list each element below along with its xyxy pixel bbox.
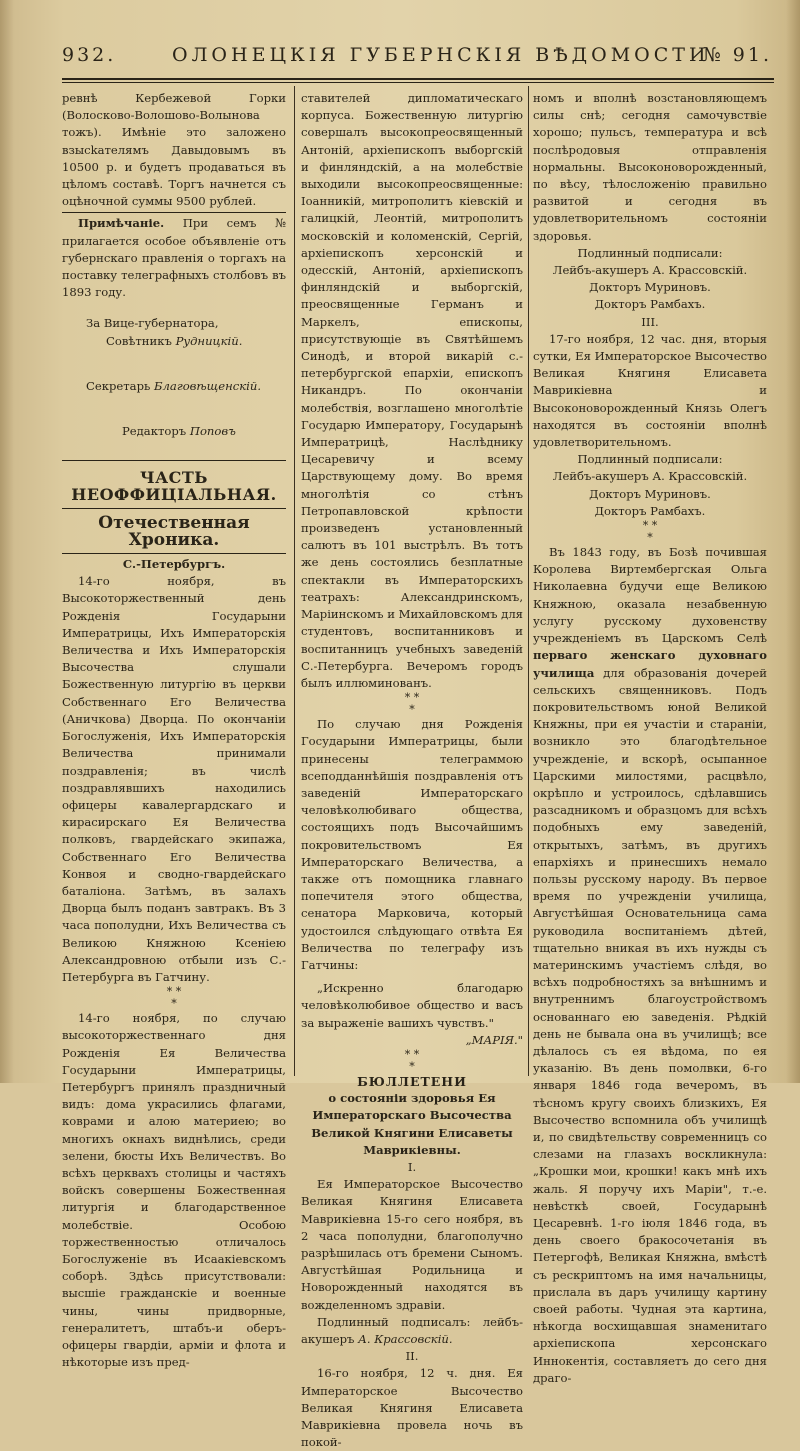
bulletin-signature: Подлинный подписалъ: лейбъ-акушеръ А. Крассовскій. [301,1314,523,1347]
issue-number: № 91. [702,44,772,66]
bulletin-text: Ея Императорское Высочество Великая Княгиня Елисавета Маврикіевна 15-го сего ноября, въ 2 часа пополудни, благополучно разрѣшилась отъ бремени Сыномъ. Августѣйшая Родильница и Новорожденный находятся въ вожделенномъ здравіи. [301,1177,523,1312]
bulletins-subtitle: о состояніи здоровья Ея Императорскаго Высочества Великой Княгини Елисаветы Маврикіевны. [311,1091,513,1157]
page-edge-shadow-left [0,0,14,1083]
chronicle-title: Отечественная Хроника. [98,512,250,550]
note-paragraph [62,215,286,301]
page-header [62,44,772,72]
column-3 [533,90,767,1385]
column-2 [301,90,523,1450]
signature-editor: Редакторъ Поповъ [122,424,236,439]
article-paragraph: 14-го ноября, по случаю высокоторжественнаго дня Рожденія Ея Величества Государыни Императрицы, Петербургъ принялъ праздничный видъ: дома украсились флагами, коврами и алою материею; во многихъ окнахъ виднѣлись, среди зелени, бюсты Ихъ Величествъ. Во всѣхъ церквахъ столицы и частяхъ войскъ совершены Божественная литургія и благодарственное молебствіе. Особою торжественностью отличалось Богослуженіе въ Исаакіевскомъ соборѣ. Здѣсь присутствовали: высшіе гражданскіе и военные чины, чины придворные, генералитетъ, штабъ-и оберъ-офицеры гвардіи, арміи и флота и нѣкоторые изъ пред- [62,1011,286,1370]
signature-line: Докторъ Рамбахъ. [594,297,706,312]
school-name: перваго женскаго духовнаго училища [533,648,767,680]
column-divider [528,86,529,1076]
page-number: 932. [62,44,117,66]
page-edge-shadow-right [786,0,800,1083]
signatures-label: Подлинный подписали: [577,452,723,467]
newspaper-title: ОЛОНЕЦКІЯ ГУБЕРНСКІЯ ВѢДОМОСТИ. [172,44,720,66]
note-label: Примѣчаніе. [78,216,165,231]
signature-secretary: Секретарь Благовѣщенскій. [86,378,262,393]
header-rule-thin [62,82,774,83]
telegram-quote: „Искренно благодарю человѣколюбивое общество и васъ за выраженіе вашихъ чувствъ." [301,981,523,1030]
telegram-signature: „МАРІЯ." [465,1032,523,1047]
auction-paragraph: ревнѣ Кербежевой Горки (Волосково-Волошово-Волынова тожъ). Имѣніе это заложено взысkателямъ Давыдовымъ въ 10500 р. и будетъ продаваться въ цѣломъ составѣ. Торгъ начнется съ оцѣночной суммы 9500 рублей. [62,91,286,209]
section-rule [62,460,286,461]
signatures-label: Подлинный подписали: [577,245,723,260]
signature-line: Докторъ Муриновъ. [589,486,711,501]
asterism: * * * [166,985,182,1011]
signature-line: Докторъ Муриновъ. [589,280,711,295]
signature-line: Лейбъ-акушеръ А. Крассовскій. [552,263,748,278]
signature-line: Докторъ Рамбахъ. [594,503,706,518]
article-paragraph: По случаю дня Рожденія Государыни Императрицы, были принесены телеграммою всеподданнѣйшія поздравленія отъ заведеній Императорскаго человѣколюбиваго общества, состоящихъ подъ Высочайшимъ покровительствомъ Ея Императорскаго Величества, а также отъ помощника главнаго попечителя этого общества, сенатора Марковича, который удостоился слѣдующаго отвѣта Ея Величества по телеграфу изъ Гатчины: [301,717,523,972]
column-divider [294,86,295,1076]
bulletin-text: 16-го ноября, 12 ч. дня. Ея Императорское Высочество Великая Княгиня Елисавета Маврикіевна провела ночь въ покой- [301,1366,523,1450]
signature-line: Лейбъ-акушеръ А. Крассовскій. [552,469,748,484]
section-title: ЧАСТЬ НЕОФФИЦІАЛЬНАЯ. [71,468,277,505]
bulletins-title: БЮЛЛЕТЕНИ [357,1073,467,1089]
bulletin-number: II. [405,1349,419,1364]
article-paragraph: ставителей дипломатическаго корпуса. Божественную литургію совершалъ высокопреосвященный Антоній, архіепископъ выборгскій и финляндскій, а на молебствіе выходили высокопреосвященные: Іоанникій, митрополитъ кіевскій и галицкій, Леонтій, митрополитъ московскій и коломенскій, Сергій, архіепископъ херсонскій и одесскій, Антоній, архіепископъ финляндскій и выборгскій, преосвященные Германъ и Маркелъ, епископы, присутствующіе въ Святѣйшемъ Синодѣ, и второй викарій с.-петербургской епархіи, епископъ Никандръ. По окончаніи молебствія, возглашено многолѣтіе Государю Императору, Государынѣ Императрицѣ, Наслѣднику Цесаревичу и всему Царствующему дому. Во время многолѣтія со стѣнъ Петропавловской крѣпости произведенъ установленный салютъ въ 101 выстрѣлъ. Въ тотъ же день состоялись безплатные спектакли въ Императорскихъ театрахъ: Александринскомъ, Маріинскомъ и Михайловскомъ для студентовъ, воспитанниковъ и воспитанницъ учебныхъ заведеній С.-Петербурга. Вечеромъ городъ былъ иллюминованъ. [301,91,523,690]
signature-vice-governor: За Вице-губернатора, Совѣтникъ Рудницкій. [86,316,243,348]
bulletin-text: 17-го ноября, 12 час. дня, вторыя сутки, Ея Императорское Высочество Великая Княгиня Елисавета Маврикіевна и Высоконоворожденный Князь Олегъ находятся въ состояніи вполнѣ удовлетворительномъ. [533,331,767,450]
article-paragraph: Въ 1843 году, въ Бозѣ почившая Королева Виртембергская Ольга Николаевна будучи еще Великою Княжною, оказала незабвенную услугу русскому духовенству учрежденіемъ въ Царскомъ Селѣ перваго женскаго духовнаго училища для образованія дочерей сельскихъ священниковъ. Подъ покровительствомъ юной Великой Княжны, при ея участіи и стараніи, возникло это благодѣтельное учрежденіе, и вскорѣ, осыпанное Царскими милостями, расцвѣло, окрѣпло и устроилось, сдѣлавшись разсадникомъ и образцомъ для всѣхъ подобныхъ ему заведеній, открытыхъ, затѣмъ, въ другихъ епархіяхъ и принесшихъ немало пользы русскому народу. Въ первое время по учрежденіи училища, Августѣйшая Основательница сама руководила воспитаніемъ дѣтей, тщательно вникая въ ихъ нужды съ материнскимъ участіемъ слѣдя, во всѣхъ подробностяхъ за внѣшнимъ и внутреннимъ благоустройствомъ основаннаго ею заведенія. Рѣдкій день не бывала она въ училищѣ; все дѣлалось съ ея вѣдома, по ея указанію. Въ день помолвки, 6-го января 1846 года вечеромъ, въ тѣсномъ кругу своихъ близкихъ, Ея Высочество вспомнила объ училищѣ и, по свидѣтельству современницъ со слезами на глазахъ воскликнула: „Крошки мои, крошки! какъ мнѣ ихъ жаль. Я поручу ихъ Маріи", т.-е. невѣсткѣ своей, Государынѣ Цесаревнѣ. 1-го іюля 1846 года, въ день своего бракосочетанія въ Петергофѣ, Великая Княжна, вмѣстѣ съ рескриптомъ на имя начальницы, прислала въ даръ училищу картину своей работы. Чудная эта картина, нѣкогда восхищавшая знаменитаго архіепископа херсонскаго Иннокентія, составляетъ до сего дня драго- [533,545,767,1385]
note-text: При семъ № прилагается особое объявленіе отъ губернскаго правленія о торгахъ на поставку телеграфныхъ столбовъ въ 1893 году. [62,216,286,300]
city-heading: С.-Петербургъ. [122,557,226,572]
article-paragraph: 14-го ноября, въ Высокоторжественный день Рожденія Государыни Императрицы, Ихъ Императорскія Величества и Ихъ Императорскія Высочества слушали Божественную литургію въ церкви Собственнаго Его Величества (Аничкова) Дворца. По окончаніи Богослуженія, Ихъ Императорскія Величества принимали поздравленія; въ числѣ поздравлявшихъ находились офицеры кавалергардскаго и кирасирскаго Ея Величества полковъ, гвардейскаго экипажа, Собственнаго Его Величества Конвоя и сводно-гвардейскаго баталіона. Затѣмъ, въ залахъ Дворца былъ поданъ завтракъ. Въ 3 часа пополудни, Ихъ Величества съ Великою Княжною Ксеніею Александровною отбыли изъ С.-Петербурга въ Гатчину. [62,574,286,984]
bulletin-text: номъ и вполнѣ возстановляющемъ силы снѣ; сегодня самочувствіе хорошо; пульсъ, температура и всѣ послѣродовыя отправленія нормальны. Высоконоворожденный, по вѣсу, тѣлосложенію правильно развитой и сегодня въ удовлетворительномъ состояніи здоровья. [533,91,767,243]
asterism: * * * [404,1047,420,1073]
asterism: * * * [642,519,658,545]
bulletin-number: III. [641,314,659,329]
divider [62,508,286,509]
asterism: * * * [404,691,420,717]
column-1 [62,90,286,1370]
divider [62,212,286,213]
divider [62,553,286,554]
header-rule [62,78,774,80]
bulletin-number: I. [407,1159,417,1174]
